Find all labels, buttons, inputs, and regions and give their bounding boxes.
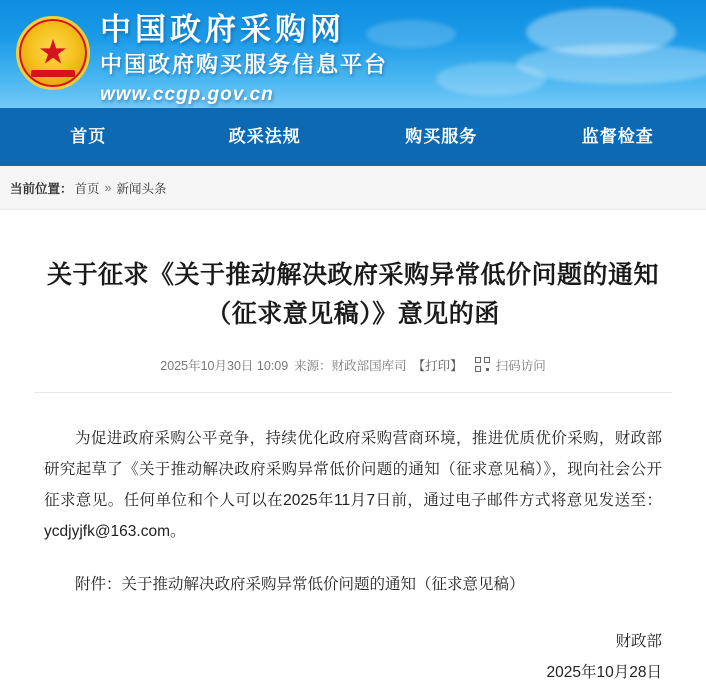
banner-text-block: [100, 12, 388, 106]
scan-label: 扫码访问: [495, 358, 546, 373]
article-body: [34, 423, 672, 600]
article-date: 2025年10月30日 10:09: [160, 358, 289, 373]
nav-item-supervision[interactable]: 监督检查: [581, 127, 654, 146]
nav-item-regulations[interactable]: 政采法规: [228, 127, 301, 146]
article-source: 来源：财政部国库司: [294, 358, 407, 373]
nav-item-purchase-services[interactable]: 购买服务: [405, 127, 478, 146]
signature-org: 财政部: [615, 632, 662, 650]
print-button[interactable]: 【打印】: [412, 358, 463, 373]
breadcrumb-prefix: 当前位置：: [10, 181, 73, 196]
meta-divider: [34, 392, 672, 393]
main-navigation: [0, 108, 706, 166]
page-title: 关于征求《关于推动解决政府采购异常低价问题的通知（征求意见稿）》意见的函: [46, 261, 659, 328]
breadcrumb-link-home[interactable]: 首页: [74, 181, 100, 196]
cloud-decoration: [436, 62, 546, 96]
signature-date: 2025年10月28日: [546, 663, 662, 681]
breadcrumb: [0, 166, 706, 210]
article-signature: [34, 626, 672, 688]
article-paragraph: 为促进政府采购公平竞争，持续优化政府采购营商环境，推进优质优价采购，财政部研究起草了《关于推动解决政府采购异常低价问题的通知（征求意见稿）》，现向社会公开征求意见。任何单位和个人可以在2025年11月7日前，通过电子邮件方式将意见发送至：ycdjyjfk@163.com。: [44, 429, 662, 540]
breadcrumb-link-current[interactable]: 新闻头条: [116, 181, 167, 196]
qr-code-icon[interactable]: [475, 357, 490, 372]
article-page: [0, 256, 706, 688]
article-meta: [34, 356, 672, 374]
article-attachment-line: 附件：关于推动解决政府采购异常低价问题的通知（征求意见稿）: [75, 575, 525, 593]
national-emblem-icon: [16, 16, 90, 90]
nav-item-home[interactable]: 首页: [70, 127, 107, 146]
site-banner: [0, 0, 706, 108]
site-title-secondary: 中国政府购买服务信息平台: [100, 53, 389, 79]
breadcrumb-separator: »: [104, 180, 112, 195]
site-title-primary: 中国政府采购网: [100, 12, 345, 48]
site-url: www.ccgp.gov.cn: [100, 83, 274, 105]
